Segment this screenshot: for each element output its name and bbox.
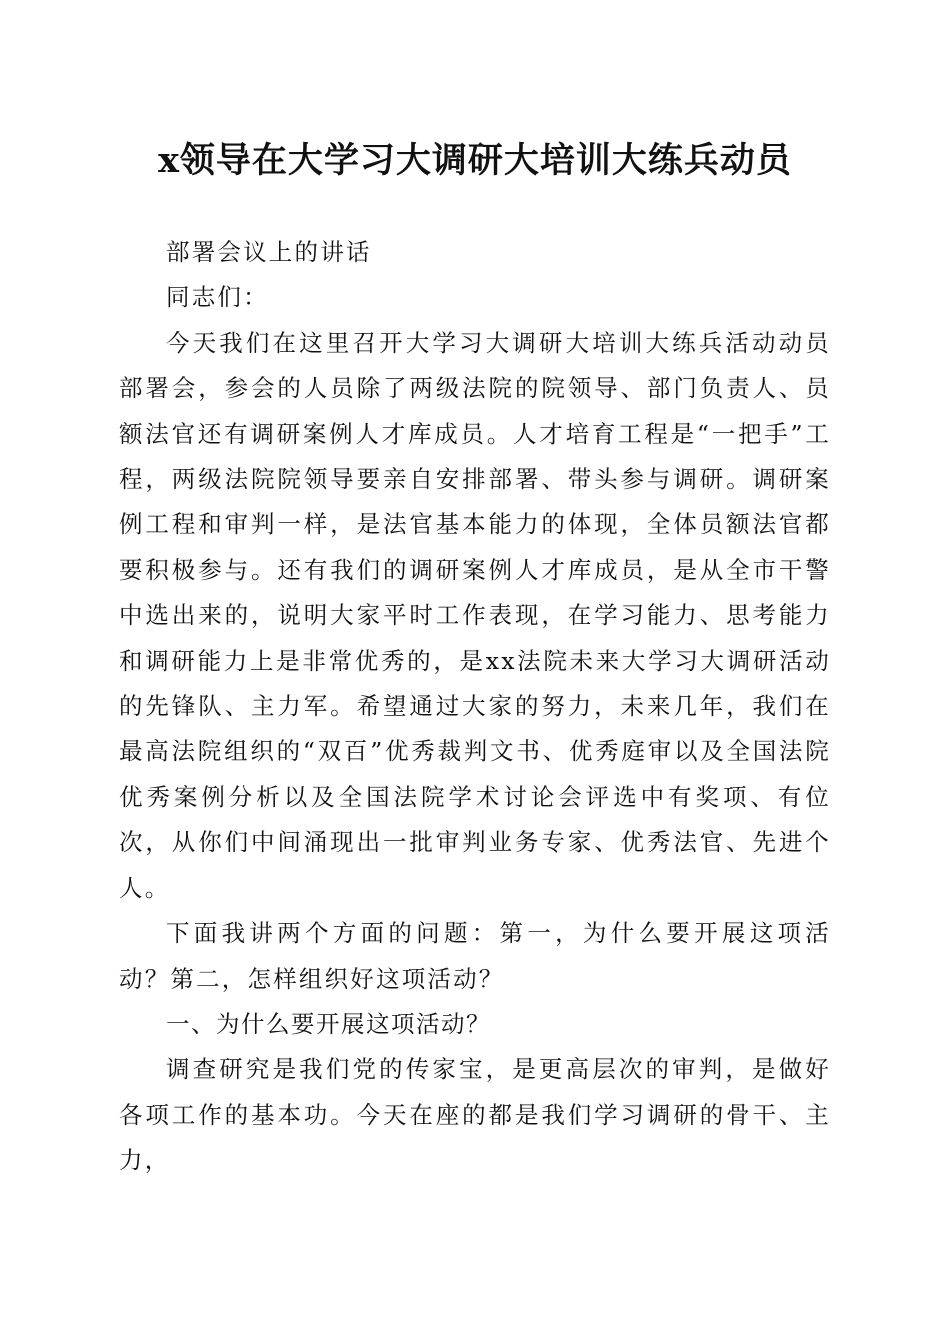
document-body: [119, 230, 831, 1184]
salutation: 同志们：: [166, 283, 269, 312]
document-title: x领导在大学习大调研大培训大练兵动员: [158, 140, 792, 181]
paragraph-opening: 今天我们在这里召开大学习大调研大培训大练兵活动动员部署会，参会的人员除了两级法院的院领导、部门负责人、员额法官还有调研案例人才库成员。人才培育工程是“一把手”工程，两级法院院领导要亲自安排部署、带头参与调研。调研案例工程和审判一样，是法官基本能力的体现，全体员额法官都要积极参与。还有我们的调研案例人才库成员，是从全市干警中选出来的，说明大家平时工作表现，在学习能力、思考能力和调研能力上是非常优秀的，是xx法院未来大学习大调研活动的先锋队、主力军。希望通过大家的努力，未来几年，我们在最高法院组织的“双百”优秀裁判文书、优秀庭审以及全国法院优秀案例分析以及全国法院学术讨论会评选中有奖项、有位次，从你们中间涌现出一批审判业务专家、优秀法官、先进个人。: [119, 328, 831, 902]
section-heading: 一、为什么要开展这项活动？: [166, 1009, 491, 1038]
paragraph-section-body: 调查研究是我们党的传家宝，是更高层次的审判，是做好各项工作的基本功。今天在座的都是我们学习调研的骨干、主力，: [119, 1055, 831, 1175]
subtitle-continuation: 部署会议上的讲话: [166, 238, 372, 266]
paragraph-outline: 下面我讲两个方面的问题：第一，为什么要开展这项活动？第二，怎样组织好这项活动？: [119, 919, 831, 993]
